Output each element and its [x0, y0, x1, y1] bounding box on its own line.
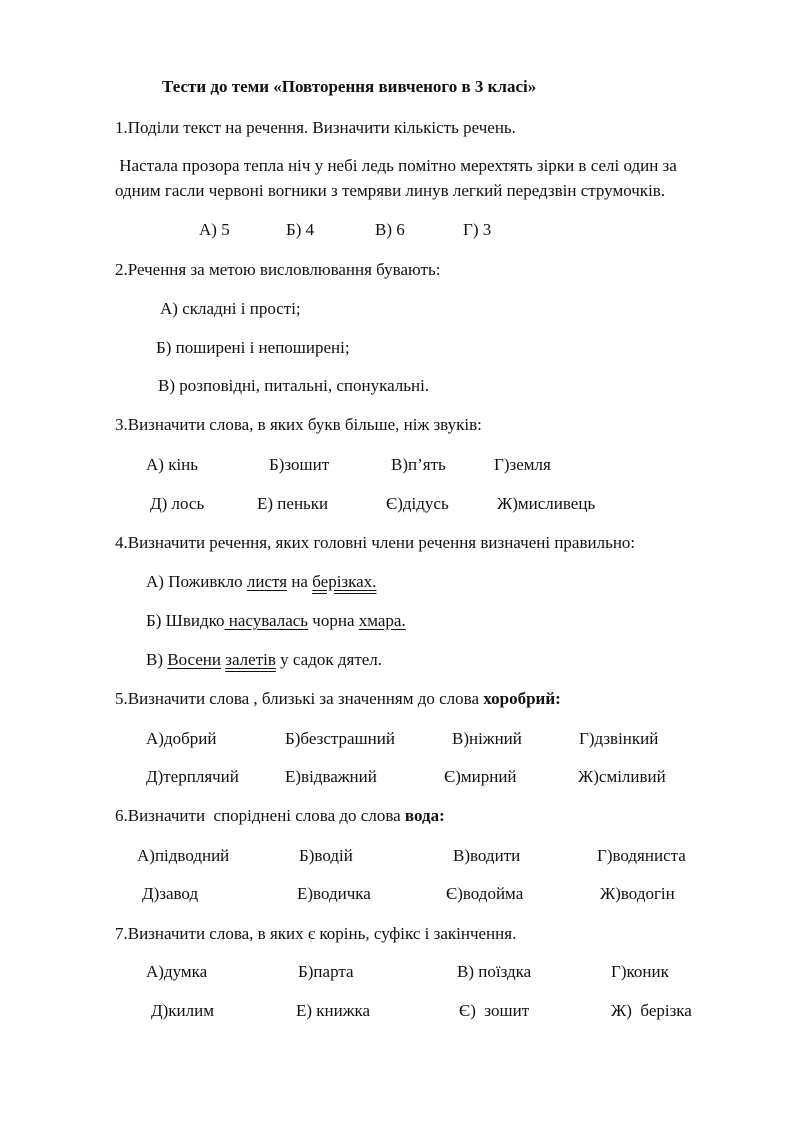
- page-title: Тести до теми «Повторення вивченого в 3 класі»: [162, 77, 537, 96]
- q4-a-text-2: на: [287, 572, 313, 591]
- q7-option-a[interactable]: А)думка: [146, 962, 208, 981]
- q7-option-g[interactable]: Г)коник: [611, 962, 669, 981]
- q3-option-ye[interactable]: Є)дідусь: [386, 494, 449, 513]
- q3-option-v[interactable]: В)п’ять: [391, 455, 446, 474]
- q6-prompt-text: 6.Визначити споріднені слова до слова: [115, 806, 405, 825]
- q1-option-a[interactable]: А) 5: [199, 220, 230, 239]
- q7-option-e[interactable]: Е) книжка: [296, 1001, 371, 1020]
- q4-b-predicate: насувалась: [224, 611, 309, 630]
- q1-option-v[interactable]: В) 6: [375, 220, 405, 239]
- q4-b-text: Б) Швидко: [146, 611, 225, 630]
- q3-option-zh[interactable]: Ж)мисливець: [497, 494, 596, 513]
- question-7-prompt: 7.Визначити слова, в яких є корінь, суфікс і закінчення.: [115, 924, 517, 943]
- q5-option-e[interactable]: Е)відважний: [285, 767, 377, 786]
- q4-sentence-v[interactable]: [146, 650, 382, 670]
- q4-a-predicate: берізках.: [312, 572, 377, 591]
- q3-option-e[interactable]: Е) пеньки: [257, 494, 329, 513]
- question-1-text-line-1: Настала прозора тепла ніч у небі ледь помітно мерехтять зірки в селі один за: [115, 156, 677, 175]
- question-4-prompt: 4.Визначити речення, яких головні члени речення визначені правильно:: [115, 533, 636, 552]
- q5-option-zh[interactable]: Ж)сміливий: [578, 767, 666, 786]
- q2-option-v[interactable]: В) розповідні, питальні, спонукальні.: [158, 376, 430, 395]
- q6-keyword: вода:: [404, 806, 445, 825]
- q4-a-text: А) Поживкло: [146, 572, 247, 591]
- q4-b-subject: хмара.: [358, 611, 406, 630]
- q5-keyword: хоробрий:: [483, 689, 561, 708]
- q4-sentence-b[interactable]: [146, 611, 406, 631]
- q5-option-d[interactable]: Д)терплячий: [146, 767, 239, 786]
- q3-option-a[interactable]: А) кінь: [146, 455, 199, 474]
- q5-option-b[interactable]: Б)безстрашний: [285, 729, 395, 748]
- q6-option-a[interactable]: А)підводний: [137, 846, 230, 865]
- q1-option-g[interactable]: Г) 3: [463, 220, 492, 239]
- q3-option-d[interactable]: Д) лось: [150, 494, 205, 513]
- q6-option-e[interactable]: Е)водичка: [297, 884, 371, 903]
- question-6-prompt: [115, 806, 445, 826]
- q6-option-b[interactable]: Б)водій: [299, 846, 353, 865]
- q4-v-text-2: у садок дятел.: [275, 650, 383, 669]
- q6-option-d[interactable]: Д)завод: [142, 884, 199, 903]
- question-5-prompt: [115, 689, 561, 709]
- q6-option-g[interactable]: Г)водяниста: [597, 846, 686, 865]
- q6-option-ye[interactable]: Є)водойма: [446, 884, 524, 903]
- q7-option-b[interactable]: Б)парта: [298, 962, 354, 981]
- q6-option-zh[interactable]: Ж)водогін: [600, 884, 675, 903]
- q6-option-v[interactable]: В)водити: [453, 846, 521, 865]
- q5-prompt-text: 5.Визначити слова , близькі за значенням до слова: [115, 689, 484, 708]
- q3-option-g[interactable]: Г)земля: [494, 455, 551, 474]
- q7-option-zh[interactable]: Ж) берізка: [611, 1001, 692, 1020]
- q4-v-subject: Восени: [167, 650, 222, 669]
- q4-v-text: В): [146, 650, 168, 669]
- q5-option-ye[interactable]: Є)мирний: [444, 767, 517, 786]
- q5-option-g[interactable]: Г)дзвінкий: [579, 729, 659, 748]
- q5-option-v[interactable]: В)ніжний: [452, 729, 522, 748]
- question-3-prompt: 3.Визначити слова, в яких букв більше, ніж звуків:: [115, 415, 482, 434]
- q4-b-text-2: чорна: [308, 611, 359, 630]
- question-1-prompt: 1.Поділи текст на речення. Визначити кількість речень.: [115, 118, 516, 137]
- q7-option-ye[interactable]: Є) зошит: [459, 1001, 530, 1020]
- question-2-prompt: 2.Речення за метою висловлювання бувають:: [115, 260, 441, 279]
- q7-option-v[interactable]: В) поїздка: [457, 962, 532, 981]
- q7-option-d[interactable]: Д)килим: [151, 1001, 214, 1020]
- q5-option-a[interactable]: А)добрий: [146, 729, 217, 748]
- q1-option-b[interactable]: Б) 4: [286, 220, 315, 239]
- q2-option-a[interactable]: А) складні і прості;: [160, 299, 301, 318]
- q4-v-predicate: залетів: [225, 650, 276, 669]
- q4-sentence-a[interactable]: [146, 572, 376, 592]
- q4-a-subject: листя: [246, 572, 288, 591]
- question-1-text-line-2: одним гасли червоні вогники з темряви линув легкий передзвін струмочків.: [115, 181, 666, 200]
- q3-option-b[interactable]: Б)зошит: [269, 455, 330, 474]
- q2-option-b[interactable]: Б) поширені і непоширені;: [156, 338, 350, 357]
